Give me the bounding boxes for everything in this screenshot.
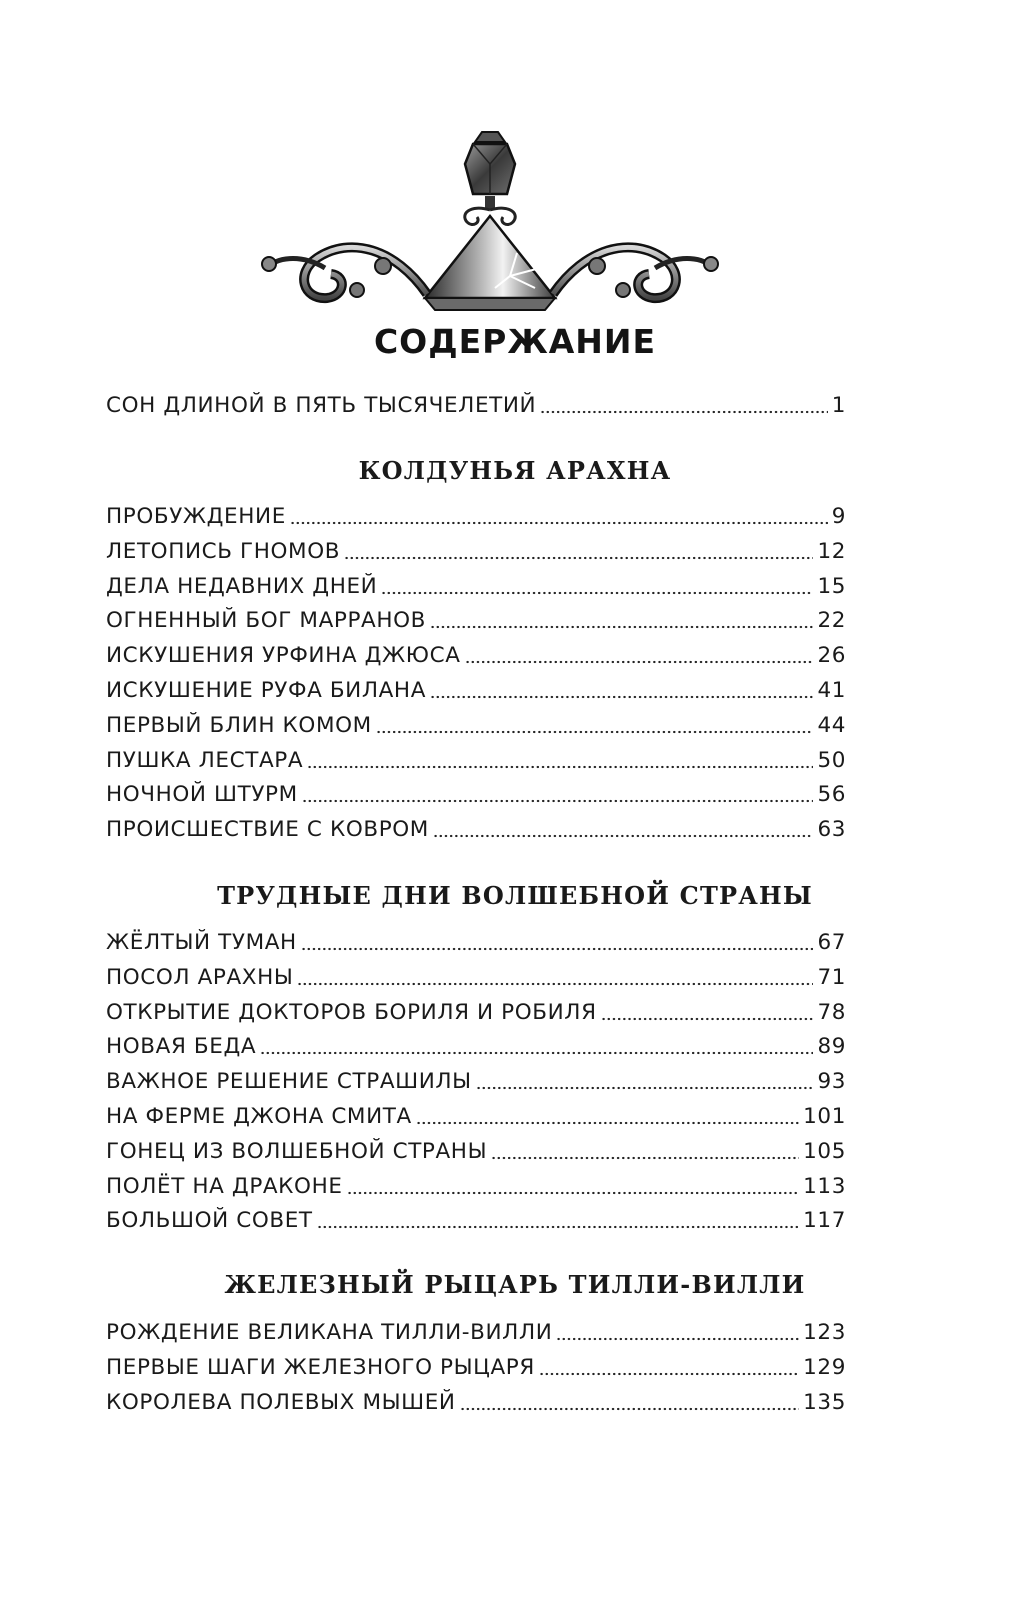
toc-entry-page: 71	[817, 965, 846, 990]
toc-entry-title: ОТКРЫТИЕ ДОКТОРОВ БОРИЛЯ И РОБИЛЯ	[106, 1000, 597, 1025]
toc-entry[interactable]	[106, 567, 846, 601]
crown-gem-ornament-icon	[255, 118, 725, 328]
dot-leader	[290, 521, 828, 525]
toc-entry-page: 22	[817, 608, 846, 633]
toc-entry-title: ЖЁЛТЫЙ ТУМАН	[106, 930, 297, 955]
toc-entry-page: 105	[803, 1139, 846, 1164]
toc-entry-page: 113	[803, 1174, 846, 1199]
toc-entry[interactable]	[106, 1313, 846, 1347]
toc-entry-title: ЛЕТОПИСЬ ГНОМОВ	[106, 539, 341, 564]
toc-entry[interactable]	[106, 601, 846, 635]
toc-entry[interactable]	[106, 993, 846, 1027]
toc-entry-page: 67	[817, 930, 846, 955]
dot-leader	[302, 799, 814, 803]
toc-entry-title: ИСКУШЕНИЯ УРФИНА ДЖЮСА	[106, 643, 461, 668]
dot-leader	[347, 1191, 800, 1195]
toc-entry-page: 129	[803, 1355, 846, 1380]
toc-entry-title: НА ФЕРМЕ ДЖОНА СМИТА	[106, 1104, 412, 1129]
toc-entry-page: 26	[817, 643, 846, 668]
toc-entry-title: ПОЛЁТ НА ДРАКОНЕ	[106, 1174, 343, 1199]
toc-entry[interactable]	[106, 1027, 846, 1061]
toc-entry-title: КОРОЛЕВА ПОЛЕВЫХ МЫШЕЙ	[106, 1390, 456, 1415]
toc-entry-title: ПЕРВЫЙ БЛИН КОМОМ	[106, 713, 372, 738]
dot-leader	[540, 410, 827, 414]
toc-entry-page: 41	[817, 678, 846, 703]
toc-entry-page: 117	[803, 1208, 846, 1233]
dot-leader	[465, 660, 814, 664]
dot-leader	[381, 591, 813, 595]
toc-entry[interactable]	[106, 923, 846, 957]
toc-entry-title: ПОСОЛ АРАХНЫ	[106, 965, 294, 990]
toc-entry[interactable]	[106, 1132, 846, 1166]
dot-leader	[476, 1086, 814, 1090]
toc-entry[interactable]	[106, 636, 846, 670]
toc-entry-page: 78	[817, 1000, 846, 1025]
toc-entry-title: ПЕРВЫЕ ШАГИ ЖЕЛЕЗНОГО РЫЦАРЯ	[106, 1355, 535, 1380]
toc-entry[interactable]	[106, 532, 846, 566]
dot-leader	[344, 556, 813, 560]
dot-leader	[297, 982, 813, 986]
toc-entry-page: 56	[817, 782, 846, 807]
toc-entry-title: ПРОБУЖДЕНИЕ	[106, 504, 286, 529]
dot-leader	[317, 1225, 800, 1229]
toc-entry-title: ДЕЛА НЕДАВНИХ ДНЕЙ	[106, 574, 378, 599]
toc-entry[interactable]	[106, 497, 846, 531]
toc-entry-page: 89	[817, 1034, 846, 1059]
section-heading: КОЛДУНЬЯ АРАХНА	[358, 456, 672, 485]
dot-leader	[601, 1017, 814, 1021]
dot-leader	[376, 730, 814, 734]
toc-entry[interactable]	[106, 706, 846, 740]
dot-leader	[433, 834, 813, 838]
toc-entry-title: ИСКУШЕНИЕ РУФА БИЛАНА	[106, 678, 427, 703]
toc-entry-page: 12	[817, 539, 846, 564]
dot-leader	[301, 947, 814, 951]
dot-leader	[307, 765, 813, 769]
toc-entry-page: 101	[803, 1104, 846, 1129]
toc-entry-title: ВАЖНОЕ РЕШЕНИЕ СТРАШИЛЫ	[106, 1069, 472, 1094]
toc-entry[interactable]	[106, 810, 846, 844]
section-heading: ТРУДНЫЕ ДНИ ВОЛШЕБНОЙ СТРАНЫ	[217, 881, 813, 910]
toc-entry-page: 15	[817, 574, 846, 599]
toc-entry-page: 44	[817, 713, 846, 738]
toc-entry[interactable]	[106, 1348, 846, 1382]
dot-leader	[460, 1407, 800, 1411]
dot-leader	[430, 625, 813, 629]
toc-entry[interactable]	[106, 741, 846, 775]
dot-leader	[260, 1051, 813, 1055]
toc-entry-page: 9	[831, 504, 846, 529]
toc-entry-page: 93	[817, 1069, 846, 1094]
page-title: СОДЕРЖАНИЕ	[373, 322, 657, 361]
toc-entry-page: 50	[817, 748, 846, 773]
dot-leader	[556, 1337, 799, 1341]
toc-entry-title: НОВАЯ БЕДА	[106, 1034, 257, 1059]
dot-leader	[491, 1156, 799, 1160]
toc-entry-page: 1	[831, 393, 846, 418]
toc-entry[interactable]	[106, 1201, 846, 1235]
toc-entry[interactable]	[106, 1097, 846, 1131]
toc-entry[interactable]	[106, 386, 846, 420]
toc-entry[interactable]	[106, 1062, 846, 1096]
toc-entry-page: 63	[817, 817, 846, 842]
toc-entry[interactable]	[106, 1383, 846, 1417]
dot-leader	[416, 1121, 799, 1125]
toc-entry[interactable]	[106, 1167, 846, 1201]
toc-entry-title: РОЖДЕНИЕ ВЕЛИКАНА ТИЛЛИ-ВИЛЛИ	[106, 1320, 553, 1345]
dot-leader	[430, 695, 813, 699]
toc-entry-title: ПУШКА ЛЕСТАРА	[106, 748, 304, 773]
toc-entry-title: СОН ДЛИНОЙ В ПЯТЬ ТЫСЯЧЕЛЕТИЙ	[106, 393, 537, 418]
toc-entry[interactable]	[106, 671, 846, 705]
toc-entry-page: 123	[803, 1320, 846, 1345]
toc-entry-title: БОЛЬШОЙ СОВЕТ	[106, 1208, 313, 1233]
section-heading: ЖЕЛЕЗНЫЙ РЫЦАРЬ ТИЛЛИ-ВИЛЛИ	[224, 1270, 806, 1299]
toc-entry-page: 135	[803, 1390, 846, 1415]
toc-entry-title: ОГНЕННЫЙ БОГ МАРРАНОВ	[106, 608, 426, 633]
toc-entry-title: ПРОИСШЕСТВИЕ С КОВРОМ	[106, 817, 429, 842]
dot-leader	[539, 1372, 799, 1376]
toc-entry-title: ГОНЕЦ ИЗ ВОЛШЕБНОЙ СТРАНЫ	[106, 1139, 488, 1164]
toc-entry[interactable]	[106, 775, 846, 809]
toc-entry-title: НОЧНОЙ ШТУРМ	[106, 782, 298, 807]
toc-entry[interactable]	[106, 958, 846, 992]
